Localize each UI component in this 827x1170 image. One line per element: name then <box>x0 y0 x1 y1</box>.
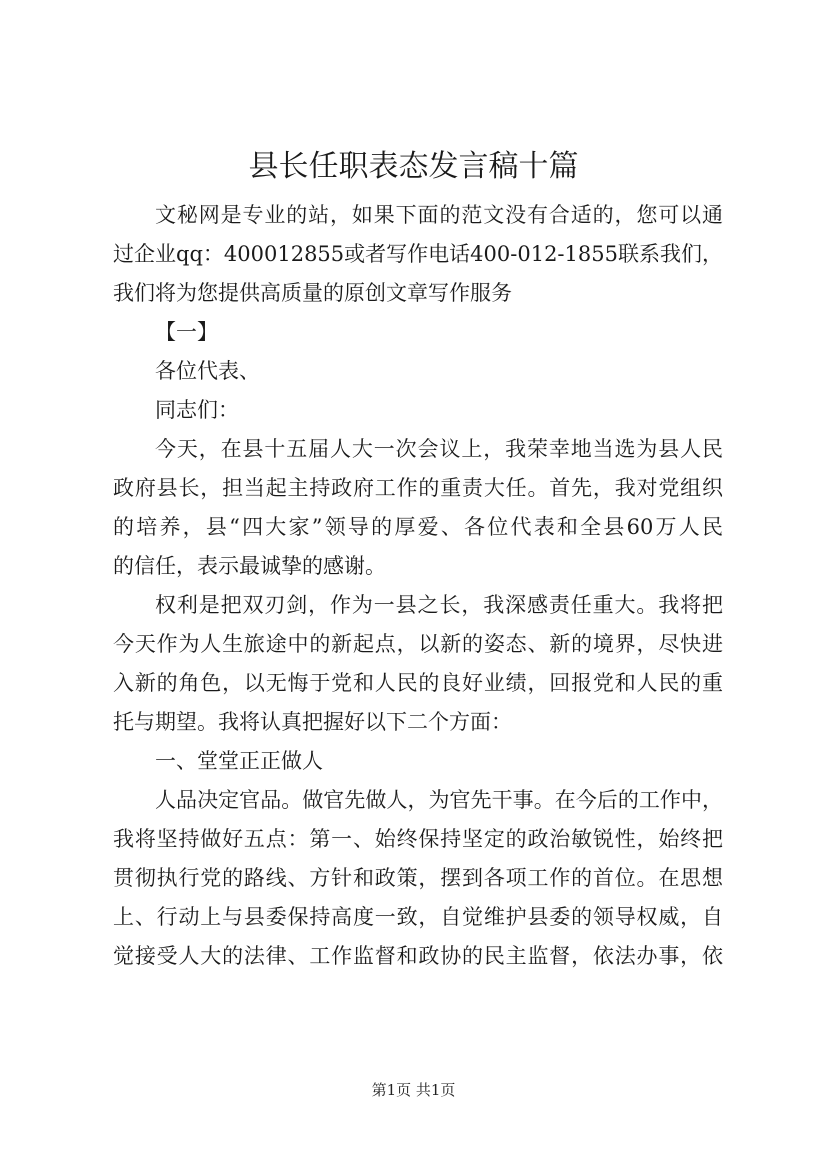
text-line: 同志们： <box>155 398 239 422</box>
text-line: 觉接受人大的法律、工作监督和政协的民主监督，依法办事，依 <box>113 944 723 968</box>
text-line: 【一】 <box>155 320 218 344</box>
text-line: 各位代表、 <box>155 359 260 383</box>
text-line: 今天作为人生旅途中的新起点，以新的姿态、新的境界，尽快进 <box>113 632 723 656</box>
text-line: 人品决定官品。做官先做人，为官先干事。在今后的工作中， <box>155 788 723 812</box>
text-line: 政府县长，担当起主持政府工作的重责大任。首先，我对党组织 <box>113 476 723 500</box>
page-footer: 第1页 共1页 <box>371 1081 456 1099</box>
text-line: 上、行动上与县委保持高度一致，自觉维护县委的领导权威，自 <box>113 905 723 929</box>
text-line: 的培养，县“四大家”领导的厚爱、各位代表和全县60万人民 <box>113 515 723 539</box>
text-line: 今天，在县十五届人大一次会议上，我荣幸地当选为县人民 <box>155 437 723 461</box>
text-line: 权利是把双刃剑，作为一县之长，我深感责任重大。我将把 <box>155 593 723 617</box>
text-line: 托与期望。我将认真把握好以下二个方面： <box>113 710 512 734</box>
document-body <box>113 196 723 976</box>
document-title: 县长任职表态发言稿十篇 <box>248 149 579 184</box>
text-line: 过企业qq：400012855或者写作电话400-012-1855联系我们， <box>113 242 723 266</box>
text-line: 入新的角色，以无悔于党和人民的良好业绩，回报党和人民的重 <box>113 671 723 695</box>
text-line: 贯彻执行党的路线、方针和政策，摆到各项工作的首位。在思想 <box>113 866 723 890</box>
text-line: 一、堂堂正正做人 <box>155 749 323 773</box>
text-line: 我们将为您提供高质量的原创文章写作服务 <box>113 281 512 305</box>
text-line: 的信任，表示最诚挚的感谢。 <box>113 554 386 578</box>
text-line: 我将坚持做好五点：第一、始终保持坚定的政治敏锐性，始终把 <box>113 827 723 851</box>
text-line: 文秘网是专业的站，如果下面的范文没有合适的，您可以通 <box>155 203 723 227</box>
